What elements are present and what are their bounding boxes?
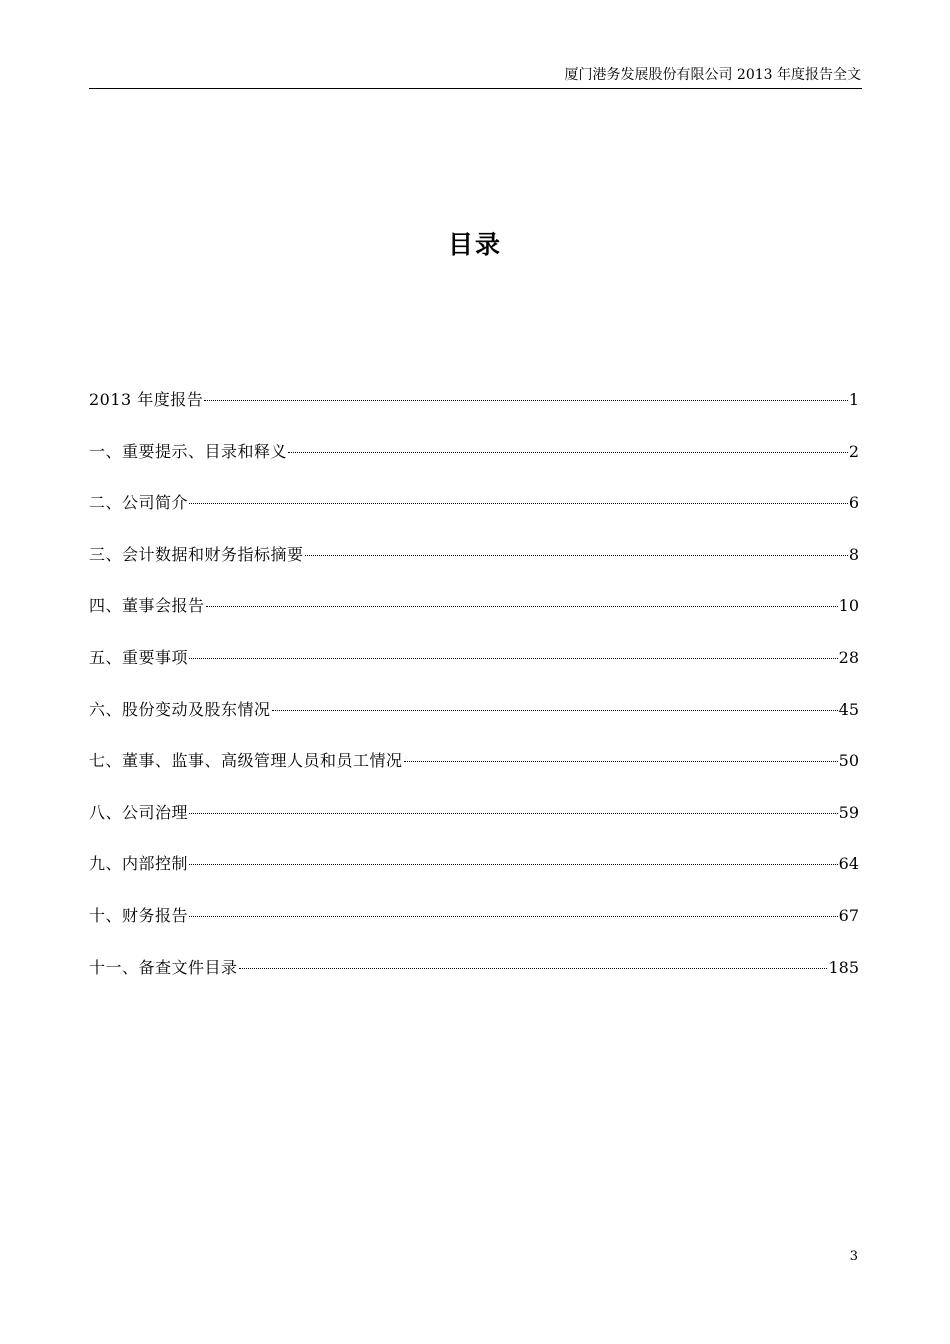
dot-leader — [189, 916, 838, 917]
dot-leader — [189, 864, 838, 865]
header-rule — [89, 88, 862, 89]
toc-entry-annual-report[interactable] — [89, 387, 859, 439]
toc-entry-page: 45 — [838, 699, 859, 719]
toc-entry-board-report[interactable] — [89, 593, 859, 645]
toc-entry-label: 十一、备查文件目录 — [89, 957, 238, 977]
toc-entry-page: 50 — [838, 751, 859, 771]
toc-entry-label: 四、董事会报告 — [89, 596, 205, 616]
dot-leader — [404, 761, 838, 762]
toc-entry-significant-events[interactable] — [89, 645, 859, 697]
toc-entry-directors-staff[interactable] — [89, 748, 859, 800]
dot-leader — [189, 658, 838, 659]
toc-entry-label: 二、公司简介 — [89, 493, 189, 513]
toc-entry-label: 七、董事、监事、高级管理人员和员工情况 — [89, 751, 403, 771]
toc-entry-page: 59 — [838, 802, 859, 822]
table-of-contents — [89, 387, 859, 1006]
toc-entry-page: 67 — [838, 905, 859, 925]
toc-entry-page: 8 — [848, 544, 859, 564]
toc-title: 目录 — [447, 230, 502, 259]
toc-entry-page: 6 — [848, 493, 859, 513]
toc-entry-page: 64 — [838, 854, 859, 874]
page-number: 3 — [849, 1249, 858, 1264]
toc-entry-label: 六、股份变动及股东情况 — [89, 699, 271, 719]
toc-entry-label: 五、重要事项 — [89, 647, 189, 667]
toc-entry-label: 三、会计数据和财务指标摘要 — [89, 544, 304, 564]
toc-entry-reference-documents[interactable] — [89, 955, 859, 1007]
toc-entry-corporate-governance[interactable] — [89, 800, 859, 852]
toc-entry-company-profile[interactable] — [89, 490, 859, 542]
toc-entry-important-notice[interactable] — [89, 439, 859, 491]
dot-leader — [189, 813, 838, 814]
dot-leader — [239, 968, 828, 969]
dot-leader — [189, 503, 848, 504]
toc-entry-accounting-data[interactable] — [89, 542, 859, 594]
running-header: 厦门港务发展股份有限公司 2013 年度报告全文 — [564, 67, 861, 83]
toc-entry-label: 2013 年度报告 — [89, 390, 204, 409]
toc-entry-page: 10 — [838, 596, 859, 616]
toc-entry-internal-control[interactable] — [89, 851, 859, 903]
dot-leader — [206, 606, 838, 607]
toc-entry-page: 1 — [848, 390, 859, 409]
toc-entry-page: 185 — [828, 957, 859, 977]
toc-entry-label: 八、公司治理 — [89, 802, 189, 822]
dot-leader — [272, 710, 838, 711]
toc-entry-label: 九、内部控制 — [89, 854, 189, 874]
toc-entry-page: 2 — [848, 441, 859, 461]
dot-leader — [204, 400, 848, 401]
dot-leader — [288, 452, 848, 453]
dot-leader — [305, 555, 848, 556]
toc-entry-label: 十、财务报告 — [89, 905, 189, 925]
toc-entry-label: 一、重要提示、目录和释义 — [89, 441, 288, 461]
toc-entry-page: 28 — [838, 647, 859, 667]
toc-entry-financial-report[interactable] — [89, 903, 859, 955]
toc-entry-share-changes[interactable] — [89, 697, 859, 749]
